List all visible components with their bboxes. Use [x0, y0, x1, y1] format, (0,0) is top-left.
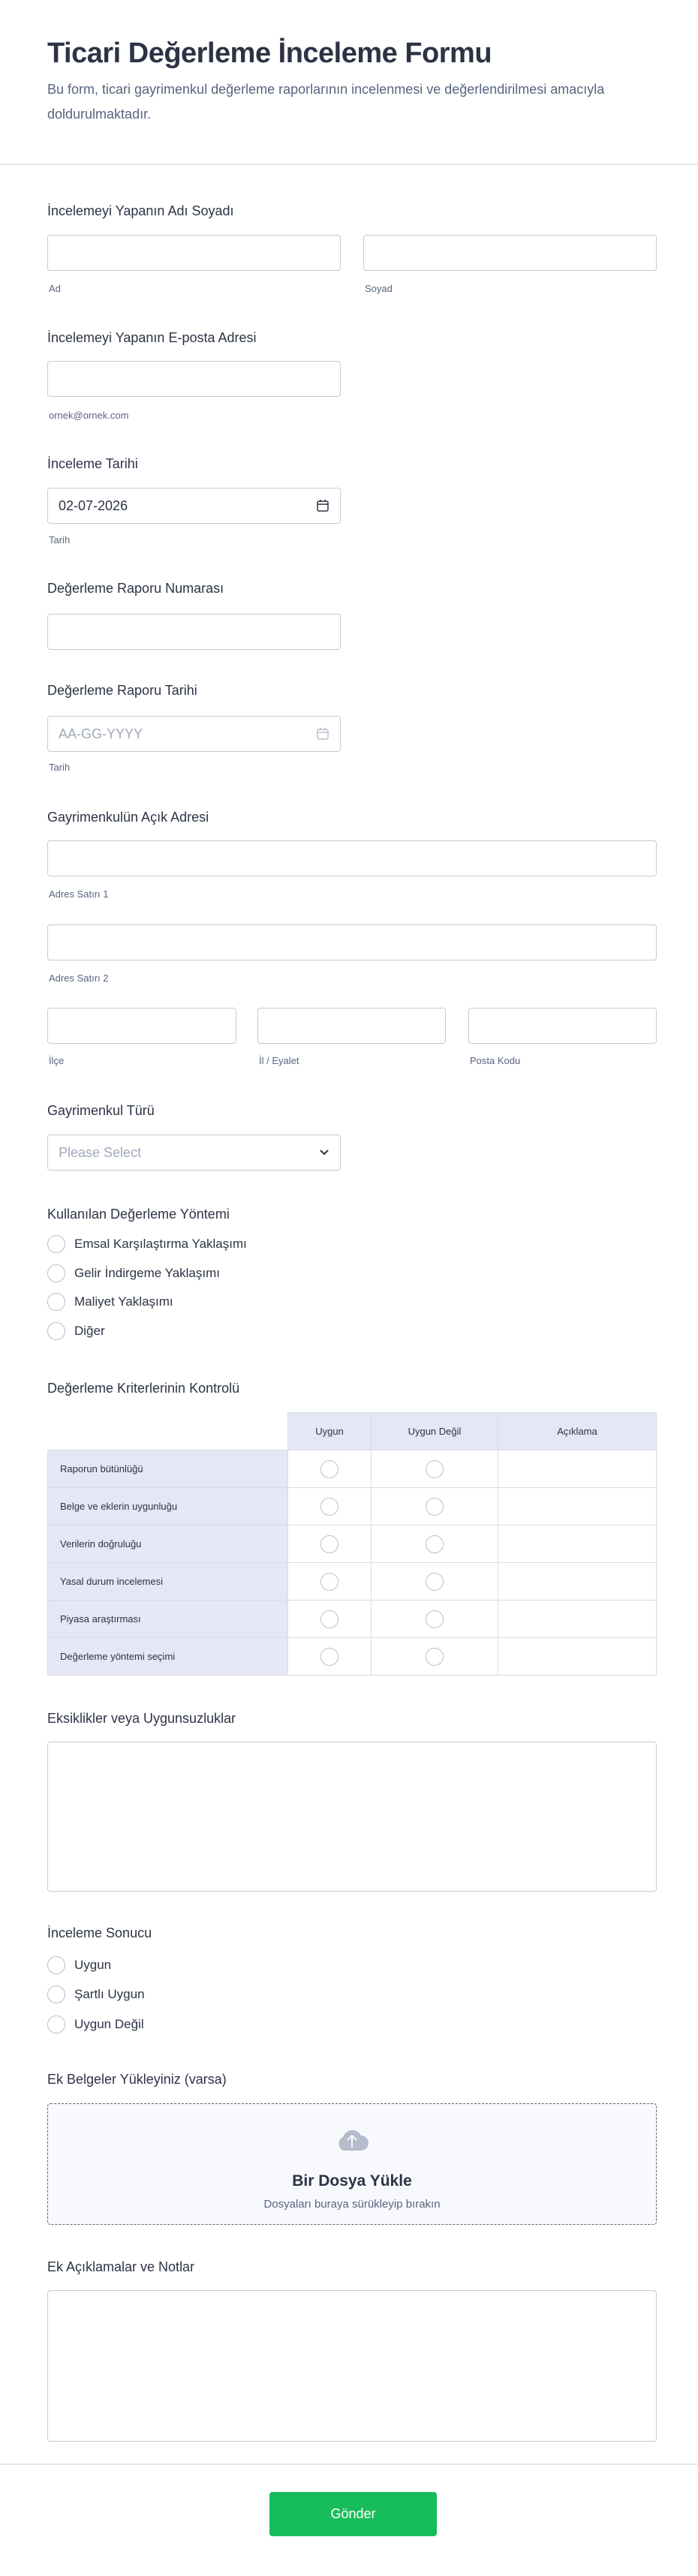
- row-label: Piyasa araştırması: [48, 1601, 288, 1638]
- report-date-placeholder: AA-GG-YYYY: [59, 726, 143, 741]
- option-label: Maliyet Yaklaşımı: [74, 1294, 173, 1309]
- upload-title: Bir Dosya Yükle: [292, 2172, 412, 2190]
- row-label: Belge ve eklerin uygunluğu: [48, 1488, 288, 1525]
- cell-uygun-degil[interactable]: [372, 1488, 498, 1525]
- matrix-row: [48, 1488, 657, 1525]
- cell-uygun[interactable]: [288, 1638, 372, 1676]
- cloud-upload-icon: [334, 2125, 370, 2152]
- radio-circle[interactable]: [47, 1985, 65, 2003]
- cell-uygun-degil[interactable]: [372, 1638, 498, 1676]
- property-type-placeholder: Please Select: [59, 1144, 142, 1160]
- form-description: Bu form, ticari gayrimenkul değerleme raporlarının incelenmesi ve değerlendirilmesi amacıyla doldurulmaktadır.: [47, 82, 605, 122]
- cell-uygun[interactable]: [288, 1563, 372, 1601]
- address-line2-input[interactable]: [47, 924, 657, 960]
- upload-label: Ek Belgeler Yükleyiniz (varsa): [47, 2072, 227, 2087]
- report-number-input[interactable]: [47, 614, 341, 650]
- review-date-sublabel: Tarih: [49, 534, 71, 546]
- email-label: İncelemeyi Yapanın E-posta Adresi: [47, 330, 257, 345]
- radio-circle[interactable]: [320, 1648, 338, 1666]
- property-type-label: Gayrimenkul Türü: [47, 1103, 155, 1118]
- cell-uygun[interactable]: [288, 1525, 372, 1563]
- address-label: Gayrimenkulün Açık Adresi: [47, 810, 209, 825]
- cell-uygun-degil[interactable]: [372, 1525, 498, 1563]
- first-name-input[interactable]: [47, 235, 341, 271]
- result-option[interactable]: [47, 1985, 145, 2003]
- row-label: Verilerin doğruluğu: [48, 1525, 288, 1563]
- result-option[interactable]: [47, 2015, 144, 2033]
- option-label: Uygun Değil: [74, 2017, 144, 2031]
- review-date-input[interactable]: [47, 488, 341, 524]
- radio-circle[interactable]: [47, 1293, 65, 1311]
- radio-circle[interactable]: [47, 1235, 65, 1253]
- matrix-row: [48, 1563, 657, 1601]
- matrix-row: [48, 1525, 657, 1563]
- email-input[interactable]: [47, 361, 341, 397]
- radio-circle[interactable]: [47, 1264, 65, 1282]
- method-label: Kullanılan Değerleme Yöntemi: [47, 1207, 230, 1222]
- province-input[interactable]: [257, 1008, 446, 1044]
- calendar-icon[interactable]: [316, 727, 329, 741]
- report-date-input[interactable]: [47, 716, 341, 752]
- criteria-label: Değerleme Kriterlerinin Kontrolü: [47, 1381, 240, 1396]
- column-header: Uygun: [288, 1413, 372, 1450]
- district-input[interactable]: [47, 1008, 236, 1044]
- radio-circle[interactable]: [47, 2015, 65, 2033]
- header-divider: [0, 164, 698, 165]
- radio-circle[interactable]: [426, 1573, 444, 1591]
- result-option[interactable]: [47, 1956, 111, 1974]
- method-option[interactable]: [47, 1264, 220, 1282]
- calendar-icon[interactable]: [316, 499, 329, 512]
- matrix-row: [48, 1450, 657, 1488]
- radio-circle[interactable]: [47, 1322, 65, 1340]
- deficiencies-textarea[interactable]: [47, 1742, 657, 1892]
- last-name-sublabel: Soyad: [365, 283, 393, 294]
- review-date-value: 02-07-2026: [59, 497, 128, 513]
- postal-code-input[interactable]: [468, 1008, 657, 1044]
- review-date-label: İnceleme Tarihi: [47, 456, 138, 471]
- postal-code-sublabel: Posta Kodu: [470, 1055, 521, 1066]
- column-header: Uygun Değil: [372, 1413, 498, 1450]
- radio-circle[interactable]: [426, 1460, 444, 1478]
- address-line1-input[interactable]: [47, 840, 657, 876]
- method-option[interactable]: [47, 1322, 105, 1340]
- result-label: İnceleme Sonucu: [47, 1925, 152, 1940]
- radio-circle[interactable]: [426, 1498, 444, 1516]
- radio-circle[interactable]: [47, 1956, 65, 1974]
- cell-uygun-degil[interactable]: [372, 1563, 498, 1601]
- report-number-label: Değerleme Raporu Numarası: [47, 581, 224, 596]
- option-label: Şartlı Uygun: [74, 1987, 145, 2001]
- last-name-input[interactable]: [363, 235, 657, 271]
- radio-circle[interactable]: [320, 1498, 338, 1516]
- radio-circle[interactable]: [320, 1610, 338, 1628]
- row-label: Yasal durum incelemesi: [48, 1563, 288, 1601]
- cell-uygun[interactable]: [288, 1488, 372, 1525]
- matrix-row: [48, 1638, 657, 1676]
- file-upload-dropzone[interactable]: [47, 2103, 657, 2225]
- cell-uygun-degil[interactable]: [372, 1450, 498, 1488]
- notes-textarea[interactable]: [47, 2290, 657, 2442]
- email-sublabel: ornek@ornek.com: [49, 410, 129, 421]
- method-option[interactable]: [47, 1235, 247, 1253]
- option-label: Diğer: [74, 1324, 105, 1338]
- cell-aciklama-input[interactable]: [498, 1450, 657, 1488]
- first-name-sublabel: Ad: [49, 283, 61, 294]
- footer-divider: [0, 2463, 698, 2465]
- row-label: Raporun bütünlüğü: [48, 1450, 288, 1488]
- option-label: Uygun: [74, 1958, 112, 1972]
- name-label: İncelemeyi Yapanın Adı Soyadı: [47, 203, 234, 218]
- column-header: Açıklama: [498, 1413, 657, 1450]
- cell-aciklama-input[interactable]: [498, 1601, 657, 1638]
- option-label: Gelir İndirgeme Yaklaşımı: [74, 1266, 220, 1280]
- cell-aciklama-input[interactable]: [498, 1563, 657, 1601]
- report-date-label: Değerleme Raporu Tarihi: [47, 683, 197, 698]
- radio-circle[interactable]: [426, 1610, 444, 1628]
- report-date-sublabel: Tarih: [49, 762, 71, 773]
- radio-circle[interactable]: [426, 1535, 444, 1553]
- radio-circle[interactable]: [320, 1535, 338, 1553]
- row-label: Değerleme yöntemi seçimi: [48, 1638, 288, 1676]
- cell-uygun-degil[interactable]: [372, 1601, 498, 1638]
- submit-button[interactable]: Gönder: [269, 2492, 437, 2536]
- notes-label: Ek Açıklamalar ve Notlar: [47, 2259, 195, 2274]
- cell-aciklama-input[interactable]: [498, 1525, 657, 1563]
- address-line1-sublabel: Adres Satırı 1: [49, 888, 109, 900]
- radio-circle[interactable]: [426, 1648, 444, 1666]
- criteria-matrix: [47, 1412, 657, 1676]
- province-sublabel: İl / Eyalet: [259, 1055, 299, 1066]
- chevron-down-icon: [319, 1149, 329, 1156]
- matrix-row: [48, 1601, 657, 1638]
- option-label: Emsal Karşılaştırma Yaklaşımı: [74, 1237, 247, 1251]
- cell-uygun[interactable]: [288, 1450, 372, 1488]
- radio-circle[interactable]: [320, 1573, 338, 1591]
- address-line2-sublabel: Adres Satırı 2: [49, 972, 109, 984]
- matrix-corner: [48, 1413, 288, 1450]
- property-type-select[interactable]: [47, 1135, 341, 1171]
- method-option[interactable]: [47, 1293, 173, 1311]
- cell-aciklama-input[interactable]: [498, 1488, 657, 1525]
- upload-hint: Dosyaları buraya sürükleyip bırakın: [263, 2198, 441, 2211]
- cell-uygun[interactable]: [288, 1601, 372, 1638]
- deficiencies-label: Eksiklikler veya Uygunsuzluklar: [47, 1711, 236, 1726]
- cell-aciklama-input[interactable]: [498, 1638, 657, 1676]
- radio-circle[interactable]: [320, 1460, 338, 1478]
- district-sublabel: İlçe: [49, 1055, 65, 1066]
- form-title: Ticari Değerleme İnceleme Formu: [47, 38, 492, 69]
